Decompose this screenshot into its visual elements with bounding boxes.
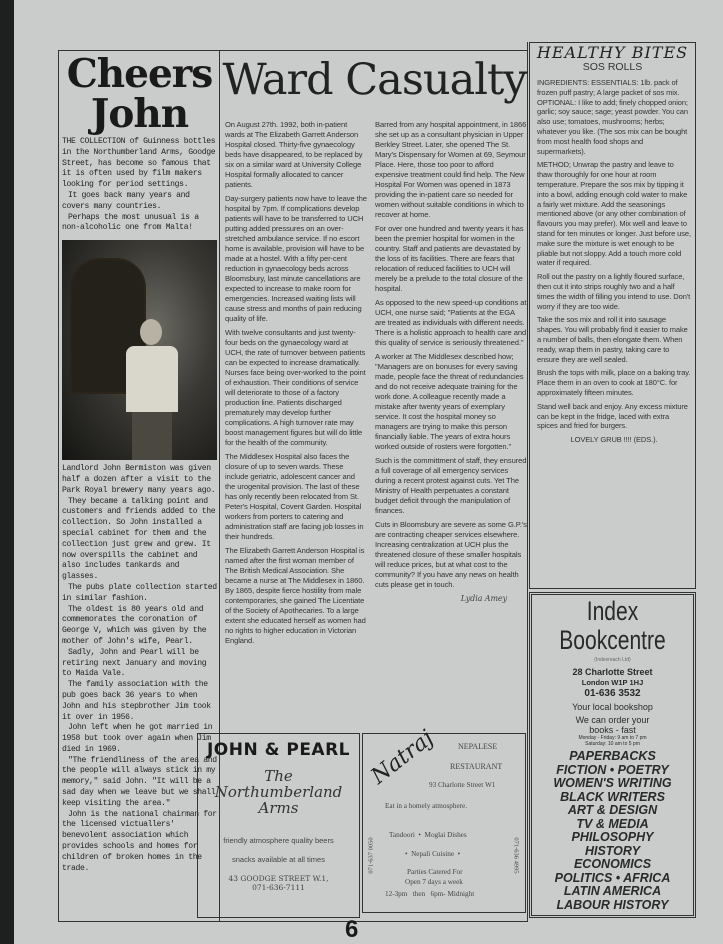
pub-name-line: Northumberland bbox=[214, 783, 343, 801]
paragraph: It goes back many years and covers many countries. bbox=[62, 190, 190, 211]
person-trousers bbox=[132, 412, 172, 460]
ad-line: snacks available at all times bbox=[232, 855, 325, 864]
ad-phone: 071-636-7111 bbox=[252, 883, 305, 892]
paragraph: THE COLLECTION of Guinness bottles in the Northumberland Arms, Goodge Street, has become so famous that it is often used by film makers looking for period settings. bbox=[62, 137, 216, 190]
category: PHILOSOPHY bbox=[571, 830, 654, 844]
ad-phone: 071-637 0050 bbox=[367, 837, 375, 874]
person-head bbox=[140, 319, 162, 345]
category: POLITICS • AFRICA bbox=[554, 870, 671, 885]
category: FICTION • POETRY bbox=[556, 762, 669, 777]
ad-line: Parties Catered For bbox=[407, 868, 463, 876]
bookshop-company: (Indexreach Ltd) bbox=[594, 657, 631, 663]
category: WOMEN'S WRITING bbox=[553, 776, 672, 790]
ad-tagline: Eat in a homely atmosphere. bbox=[385, 802, 468, 810]
ad-address: 43 GOODGE STREET W.1, bbox=[228, 874, 329, 883]
ad-hours: 12-3pm then 6pm- Midnight bbox=[385, 890, 475, 898]
ward-column-1 bbox=[222, 120, 367, 729]
bookshop-order: We can order your bbox=[575, 715, 650, 725]
ad-title: JOHN & PEARL bbox=[206, 740, 351, 760]
recipe-text bbox=[530, 73, 695, 445]
paragraph: Barred from any hospital appointment, in 1866 she set up as a consultant physician in Upper Berkley Street. Later, she opened The St. Mary's Dispensary for Women at 69, Seymour Place. Here, those too poor to afford expensive treatment could find help. The New Hospital For Women was opened in 1873 providing the in-patient care so needed for women without suitable conditions in which to recover at home. bbox=[375, 120, 527, 219]
ad-phone: 071-636 4995 bbox=[512, 837, 520, 874]
byline: Lydia Amey bbox=[460, 594, 507, 603]
cheers-john-column bbox=[62, 51, 217, 918]
cheers-john-headline bbox=[62, 51, 217, 137]
pub-name-logo bbox=[198, 768, 359, 816]
category: LABOUR HISTORY bbox=[556, 897, 669, 912]
bookshop-categories bbox=[532, 750, 693, 912]
bookshop-street: 28 Charlotte Street bbox=[572, 667, 653, 677]
paragraph: The oldest is 80 years old and commemorates the coronation of George V, which was given by the mother of John's wife, Pearl. bbox=[62, 604, 207, 646]
paragraph: They became a talking point and customers and friends added to the collection. So John installed a special cabinet for them and the collection just grew and grew. It now overspills the cabinet and also includes tankards and glasses. bbox=[62, 496, 216, 582]
ad-dishes: • Nepali Cuisine • bbox=[405, 850, 461, 858]
paragraph: John left when he got married in 1958 but took over again when Jim died in 1969. bbox=[62, 723, 213, 754]
bottom-rule bbox=[58, 921, 528, 922]
paragraph: The pubs plate collection started in similar fashion. bbox=[62, 582, 217, 603]
right-column bbox=[529, 42, 696, 918]
pub-name-line: Arms bbox=[258, 799, 299, 817]
bookshop-order: books - fast bbox=[589, 725, 636, 735]
ward-column-2 bbox=[375, 120, 527, 729]
person-shirt bbox=[126, 346, 178, 412]
paragraph: The Middlesex Hospital also faces the closure of up to seven wards. These include geriatric, adolescent cancer and the urogenital provision. The last of these has only recently been relocated from St. Peter's Hospital, Covent Garden. Hospital workers from porters to catering and administration staff are facing job losses in their hundreds. bbox=[225, 452, 364, 541]
ad-line: friendly atmosphere quality beers bbox=[223, 836, 334, 845]
category: PAPERBACKS bbox=[569, 749, 656, 763]
ad-address: 93 Charlotte Street W1 bbox=[429, 781, 496, 789]
paragraph: Perhaps the most unusual is a non-alcoholic one from Malta! bbox=[62, 212, 199, 233]
paragraph: With twelve consultants and just twenty-four beds on the gynaecology ward at UCH, the rate of turnover between patients can be expected to increase dramatically. Nurses face being over-worked to the point of exhaustion. Their conditions of service will deteriorate to those of a factory production line. Patients discharged prematurely may develop further complications. A high turnover rate may boost management figures but will do little for the health of the community. bbox=[225, 328, 366, 447]
recipe-title: SOS ROLLS bbox=[582, 61, 643, 73]
ad-line: Open 7 days a week bbox=[405, 878, 463, 886]
ad-line: NEPALESE bbox=[458, 742, 498, 751]
category: BLACK WRITERS bbox=[560, 789, 665, 804]
index-bookcentre-ad bbox=[529, 592, 696, 918]
cheers-intro bbox=[62, 137, 217, 234]
paragraph: "The friendliness of the area and the people will always stick in my memory," said John. "It will be a sad day when we leave but we shall keep visiting the area." bbox=[62, 755, 217, 808]
category: LATIN AMERICA bbox=[563, 884, 662, 898]
bookshop-phone: 01-636 3532 bbox=[584, 688, 641, 699]
ward-casualty-section bbox=[206, 52, 527, 918]
natraj-restaurant-ad bbox=[362, 725, 526, 913]
paragraph: Such is the committment of staff, they ensured a full coverage of all emergency services during a recent protest against cuts. Yet The Ministry of Health perpetuates a constant budget deficit through the manipulation of finances. bbox=[375, 456, 527, 515]
headline-line: John bbox=[90, 91, 189, 137]
ward-casualty-headline: Ward Casualty bbox=[222, 55, 527, 105]
paragraph: Cuts in Bloomsbury are severe as some G.P.'s are contracting cheaper services elsewhere. Increasing centralization at UCH plus the threatened closure of these smaller hospitals will reduce prices, but at what cost to the community? If you have any news on health cuts please get in touch. bbox=[375, 520, 527, 589]
natraj-logo: Natraj bbox=[366, 725, 439, 790]
category: ART & DESIGN bbox=[567, 803, 658, 817]
healthy-bites-box bbox=[529, 42, 696, 589]
paragraph: As opposed to the new speed-up conditions at UCH, one nurse said; "Patients at the EGA are treated as individuals with different needs. There is a holistic approach to health care and this quality of service is seriously threatened." bbox=[375, 298, 527, 347]
paragraph: METHOD; Unwrap the pastry and leave to thaw thoroughly for one hour at room temperature. Prepare the sos mix by tipping it into a bowl, adding enough cold water to make a fairly wet mixture. Add the seasonings mentioned above (or any other combination of flavours you may prefer). Mix well and leave to stand for ten minutes or longer. Just before use, make sure the mixture is wet enough to be pliable but not sloppy. Add a touch more cold water if required. bbox=[537, 160, 691, 268]
paragraph: Day-surgery patients now have to leave the hospital by 7pm. If complications develop patients will have to be transferred to UCH putting added pressures on an over-stretched ambulance service. If no escort home is available, provision will have to be made at a hostel. With a fifty per-cent reduction in gynaecology beds across Bloomsbury, last minute cancellations are expected to increase to make room for emergencies. Increased waiting lists will cause stress and months of pain reducing quality of life. bbox=[225, 194, 367, 323]
cheers-body bbox=[62, 464, 217, 874]
paragraph: A worker at The Middlesex described how; "Managers are on bonuses for every saving made, people face the threat of redundancies and do not receive adequate training for the work done. A colleague recently made a mistake after twenty years of exemplary service. It cost the hospital money so managers are trying to make this person financially liable. The years of extra hours worked outside of rosters were forgotten." bbox=[375, 352, 524, 451]
bookshop-hours: Monday - Friday: 9 am to 7 pm bbox=[578, 735, 647, 741]
column-rule bbox=[527, 42, 528, 922]
paragraph: Brush the tops with milk, place on a baking tray. Place them in an oven to cook at 180°C. for approximately fifteen minutes. bbox=[537, 368, 691, 397]
paragraph: On August 27th. 1992, both in-patient wards at The Elizabeth Garrett Anderson Hospital closed. Thirty-five gynaecology beds have disappeared, to be replaced by six on a similar ward at University College Hospital formally allocated to cancer patients. bbox=[225, 120, 363, 189]
ward-columns bbox=[222, 120, 527, 729]
bookshop-tagline: Your local bookshop bbox=[572, 702, 653, 712]
bookshop-name: Index bbox=[586, 596, 639, 626]
bookshop-hours: Saturday: 10 am to 5 pm bbox=[585, 741, 640, 747]
photo-landlord-john bbox=[62, 240, 217, 460]
paragraph: INGREDIENTS: ESSENTIALS: 1lb. pack of frozen puff pastry; A large packet of sos mix. OPTIONAL: I like to add; finely chopped onion; garlic; soy sauce; sage; yeast powder. You can also use; tomatoes, mushrooms; herbs; whatever you like. (The sos mix can be bought from most health food shops and supermarkets). bbox=[537, 78, 688, 156]
pub-name-line: The bbox=[264, 767, 293, 785]
paragraph: Stand well back and enjoy. Any excess mixture can be kept in the fridge, laced with extra spices and fried for burgers. bbox=[537, 401, 688, 431]
ads-row bbox=[197, 725, 527, 918]
paragraph: Landlord John Bermiston was given half a dozen after a visit to the Park Royal brewery many years ago. bbox=[62, 464, 216, 495]
ad-line: RESTAURANT bbox=[450, 762, 503, 771]
recipe-signoff: LOVELY GRUB !!!! (EDS.). bbox=[570, 435, 658, 445]
ad-dishes: Tandoori • Moglai Dishes bbox=[389, 831, 467, 839]
paragraph: Take the sos mix and roll it into sausage shapes. You will probably find it easier to make a number of balls, then elongate them. When ready, wrap them in pastry, taking care to ensure they are well sealed. bbox=[537, 315, 688, 364]
paragraph: The Elizabeth Garrett Anderson Hospital is named after the first woman member of The British Medical Association. She became a nurse at The Middlesex in 1860. By 1865, despite fierce hostility from male contemporaries, she gained The Licentiate of the Society of Apothecaries. To a large extent she educated herself as women had no rights to higher education in Victorian England. bbox=[225, 546, 366, 645]
headline-line: Cheers bbox=[66, 51, 213, 97]
paragraph: For over one hundred and twenty years it has been the premier hospital for women in the country. Staff and patients are devastated by the loss of its facilities. There are fears that relocation of reduced facilities to UCH will merely be a prelude to the total closure of the hospital. bbox=[375, 224, 524, 293]
paragraph: The family association with the pub goes back 36 years to when John and his stepbrother Jim took it over in 1956. bbox=[62, 680, 211, 722]
left-rule bbox=[58, 50, 59, 922]
bookshop-name: Bookcentre bbox=[559, 625, 666, 655]
category: ECONOMICS bbox=[573, 857, 652, 871]
category: TV & MEDIA bbox=[576, 816, 649, 831]
page-number: 6 bbox=[345, 916, 359, 943]
healthy-bites-title: HEALTHY BITES bbox=[536, 43, 689, 62]
paragraph: John is the national chairman for the licensed victuallers' benevolent association which provides schools and homes for children of broken homes in the trade. bbox=[62, 809, 217, 873]
northumberland-arms-ad bbox=[197, 733, 360, 918]
paragraph: Sadly, John and Pearl will be retiring next January and moving to Maida Vale. bbox=[62, 647, 207, 679]
category: HISTORY bbox=[584, 843, 641, 858]
bookshop-city: London W1P 1HJ bbox=[581, 678, 644, 687]
paragraph: Roll out the pastry on a lightly floured surface, then cut it into strips roughly two and a half times the width of filling you intend to use. Don't worry if they are too wide. bbox=[537, 272, 691, 311]
